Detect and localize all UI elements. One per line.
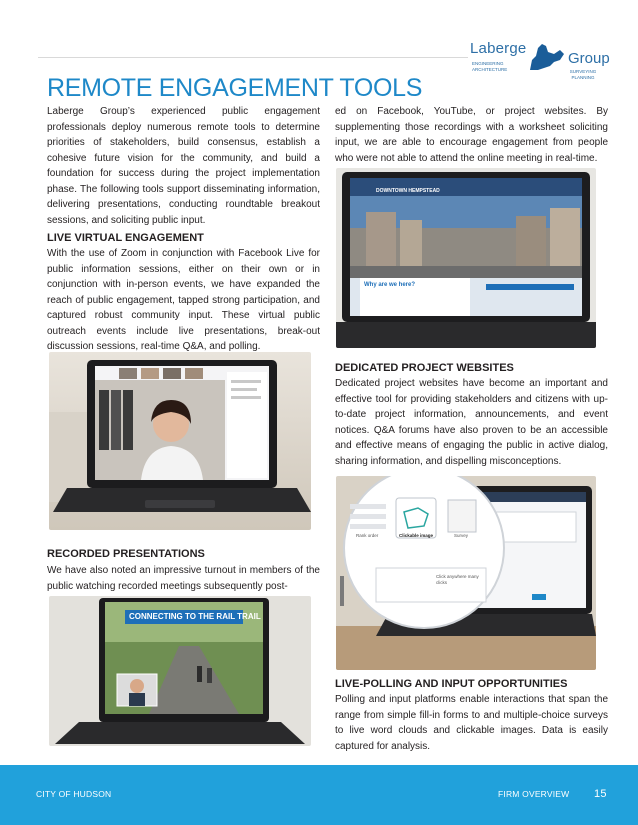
intro-paragraph: Laberge Group’s experienced public engagement professionals deploy numerous remote tools to determine priorities of stakeholders, build consensus, establish a cohesive future vision for the community, and build a foundation for success during the project implementation phase. The following tools support disseminating information, delivering presentations, conducting roundtable breakout sessions, and soliciting public input.: [47, 106, 320, 226]
poll-click-hint: Click anywhere many clicks: [436, 574, 479, 585]
website-screen-title: DOWNTOWN HEMPSTEAD: [376, 188, 440, 194]
rail-trail-laptop-photo: [49, 596, 311, 746]
recorded-body: We have also noted an impressive turnout in members of the public watching recorded meetings subsequently post-: [47, 565, 320, 592]
logo-subtitle-right: SURVEYING PLANNING: [569, 69, 597, 80]
poll-label-image: Clickable image: [399, 533, 434, 538]
polling-body: Polling and input platforms enable interactions that span the range from simple fill-in forms to and multiple-choice surveys to live word clouds and clickable images. Data is easily captured for analysis.: [335, 694, 608, 752]
website-question: Why are we here?: [364, 282, 416, 288]
laberge-logo: [468, 40, 608, 86]
page-number: 15: [594, 788, 607, 800]
footer-bar: [0, 765, 638, 825]
footer-client: CITY OF HUDSON: [36, 789, 112, 799]
websites-body: Dedicated project websites have become an important and effective tool for providing stakeholders and citizens with up-to-date project information, announcements, and event notices. Q&A forums have also proven to be an accessible and effective means of engaging the public in active dialog, sharing information, and dispelling misconceptions.: [335, 378, 608, 467]
video-call-laptop-photo: [49, 352, 311, 530]
polling-heading: LIVE-POLLING AND INPUT OPPORTUNITIES: [335, 678, 568, 690]
recorded-heading: RECORDED PRESENTATIONS: [47, 548, 205, 560]
project-website-laptop-photo: [336, 168, 596, 348]
logo-text-laberge: Laberge: [470, 40, 527, 57]
page-title: REMOTE ENGAGEMENT TOOLS: [47, 74, 423, 102]
logo-text-group: Group: [568, 50, 610, 67]
new-england-map-icon: [526, 42, 568, 72]
polling-laptop-photo: [336, 476, 596, 670]
websites-heading: DEDICATED PROJECT WEBSITES: [335, 362, 514, 374]
live-virtual-heading: LIVE VIRTUAL ENGAGEMENT: [47, 232, 204, 244]
logo-subtitle-left: ENGINEERING ARCHITECTURE: [472, 61, 508, 72]
rail-trail-banner: CONNECTING TO THE RAIL TRAIL: [129, 612, 261, 621]
footer-section: FIRM OVERVIEW: [498, 789, 570, 799]
recorded-continued: ed on Facebook, YouTube, or project websites. By supplementing those recordings with a worksheet soliciting input, we are able to encourage engagement from people who were not able to attend the online meeting in real-time.: [335, 106, 608, 164]
header-rule: [38, 57, 468, 58]
poll-label-survey: Survey: [454, 533, 469, 538]
live-virtual-body: With the use of Zoom in conjunction with Facebook Live for public information sessions, either on their own or in conjunction with in-person events, we have expanded the reach of public engagement, tapped strong participation, and captured robust community input. These virtual public outreach events include live presentations, break-out discussion sessions, real-time Q&A, and polling.: [47, 248, 320, 352]
poll-label-rank: Rank order: [356, 533, 379, 538]
